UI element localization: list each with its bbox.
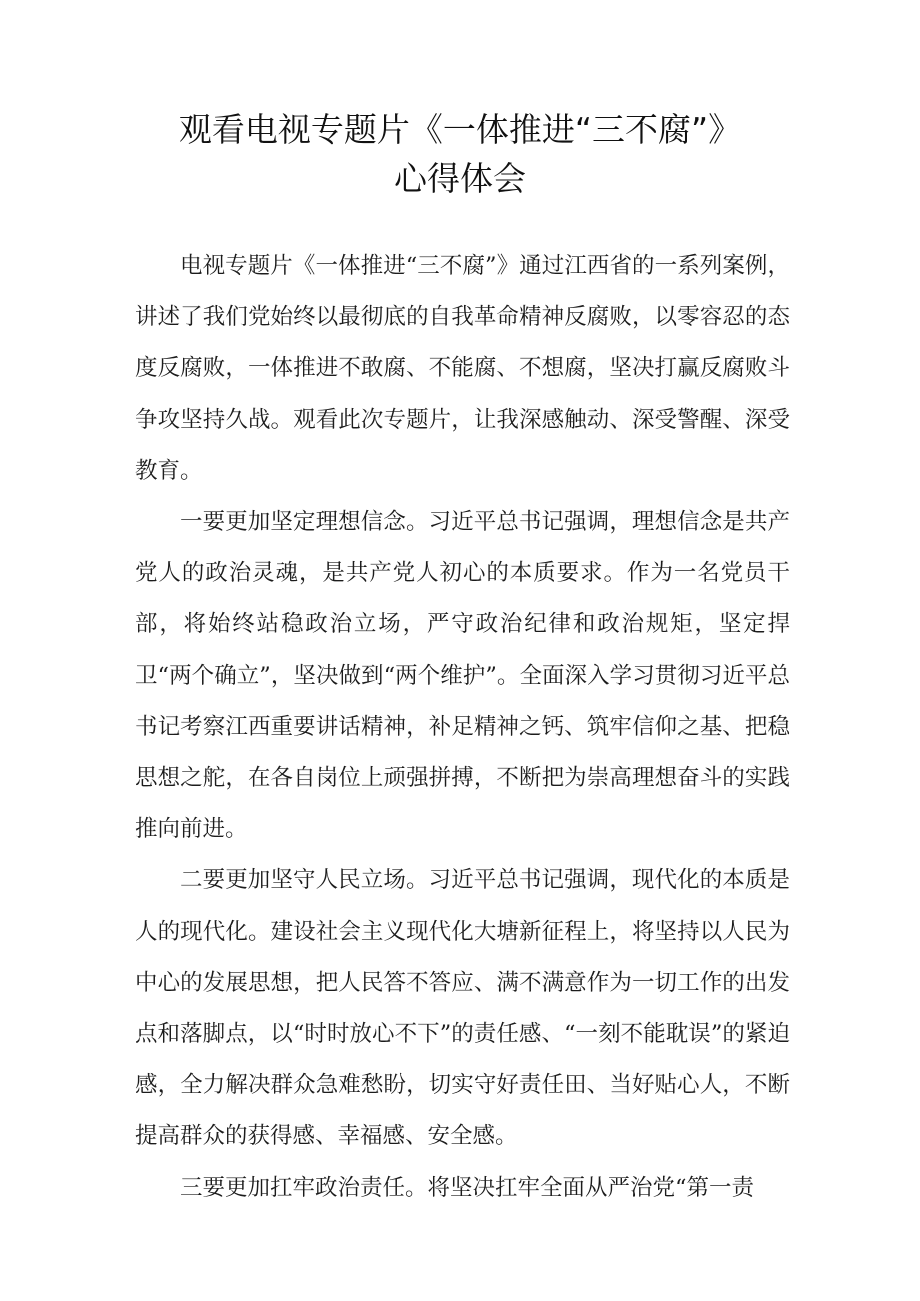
document-title-line-1: 观看电视专题片《一体推进“三不腐”》 — [178, 110, 742, 149]
document-body — [135, 241, 790, 1214]
paragraph-ideals: 一要更加坚定理想信念。习近平总书记强调，理想信念是共产党人的政治灵魂，是共产党人初心的本质要求。作为一名党员干部，将始终站稳政治立场，严守政治纪律和政治规矩，坚定捍卫“两个确立”，坚决做到“两个维护”。全面深入学习贯彻习近平总书记考察江西重要讲话精神，补足精神之钙、筑牢信仰之基、把稳思想之舵，在各自岗位上顽强拼搏，不断把为崇高理想奋斗的实践推向前进。 — [135, 509, 790, 843]
paragraph-people: 二要更加坚守人民立场。习近平总书记强调，现代化的本质是人的现代化。建设社会主义现代化大塘新征程上，将坚持以人民为中心的发展思想，把人民答不答应、满不满意作为一切工作的出发点和落脚点，以“时时放心不下”的责任感、“一刻不能耽误”的紧迫感，全力解决群众急难愁盼，切实守好责任田、当好贴心人，不断提高群众的获得感、幸福感、安全感。 — [135, 867, 790, 1150]
document-title-line-2: 心得体会 — [394, 159, 526, 198]
paragraph-responsibility: 三要更加扛牢政治责任。将坚决扛牢全面从严治党“第一责 — [180, 1174, 755, 1201]
paragraph-intro: 电视专题片《一体推进“三不腐”》通过江西省的一系列案例，讲述了我们党始终以最彻底的自我革命精神反腐败，以零容忍的态度反腐败，一体推进不敢腐、不能腐、不想腐，坚决打赢反腐败斗争攻坚持久战。观看此次专题片，让我深感触动、深受警醒、深受教育。 — [135, 253, 790, 484]
